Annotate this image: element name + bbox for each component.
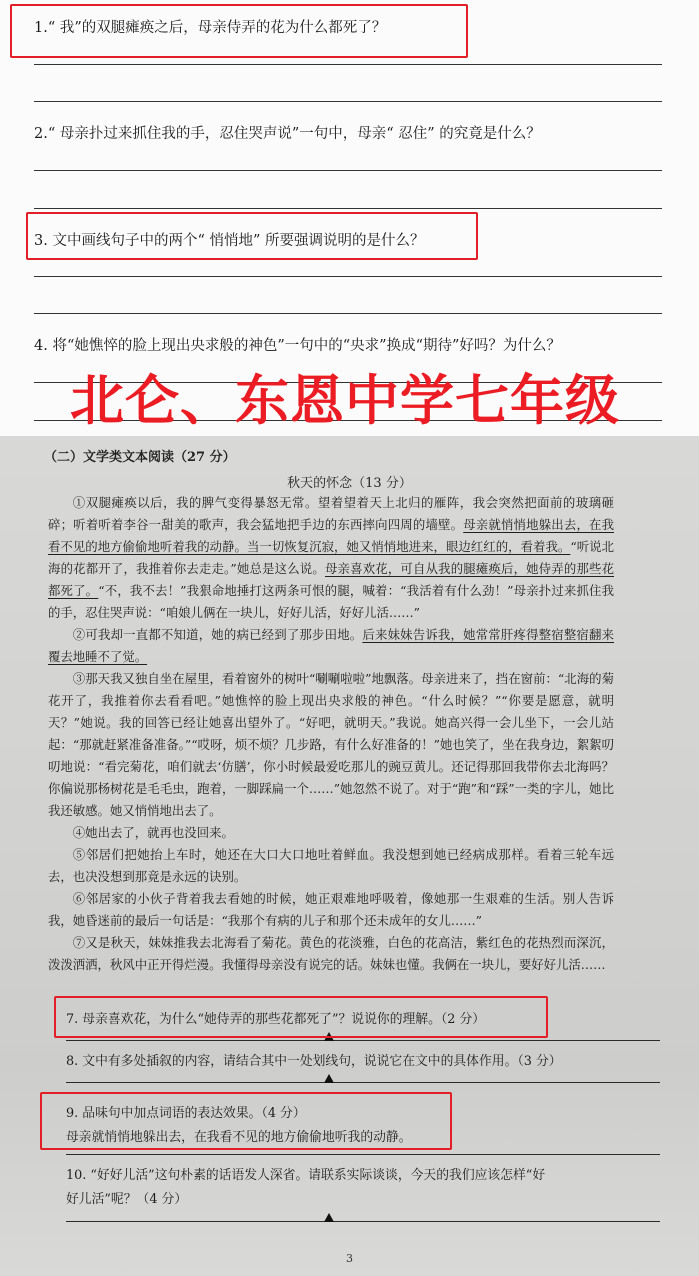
- question-10-line-1: 10. “好好儿活”这句朴素的话语发人深省。请联系实际谈谈，今天的我们应该怎样“好: [66, 1168, 546, 1183]
- answer-line: [66, 1082, 660, 1083]
- section-title: （二）文学类文本阅读（27 分）: [44, 450, 236, 465]
- question-8: 8. 文中有多处插叙的内容，请结合其中一处划线句，说说它在文中的具体作用。（3 分）: [66, 1054, 562, 1069]
- question-9: 9. 品味句中加点词语的表达效果。（4 分）: [66, 1106, 306, 1121]
- paragraph-1: ①双腿瘫痪以后，我的脾气变得暴怒无常。望着望着天上北归的雁阵，我会突然把面前的玻璃砸碎；听着听着李谷一甜美的歌声，我会猛地把手边的东西摔向四周的墙壁。母亲就悄悄地躲出去，在我看不见的地方偷偷地听着我的动静。当一切恢复沉寂，她又悄悄地进来，眼边红红的，看着我。“听说北海的花都开了，我推着你去走走。”她总是这么说。母亲喜欢花，可自从我的腿瘫痪后，她侍弄的那些花都死了。“不，我不去！”我狠命地捶打这两条可恨的腿，喊着：“我活着有什么劲！”母亲扑过来抓住我的手，忍住哭声说：“咱娘儿俩在一块儿，好好儿活，好好儿活……”: [48, 495, 615, 620]
- highlight-box-q3: [26, 212, 478, 260]
- answer-line: [66, 1040, 660, 1041]
- question-7: 7. 母亲喜欢花，为什么“她侍弄的那些花都死了”？说说你的理解。（2 分）: [66, 1012, 486, 1027]
- question-2: 2.“ 母亲扑过来抓住我的手，忍住哭声说”一句中，母亲“ 忍住” 的究竟是什么？: [34, 126, 541, 142]
- paragraph-7: ⑦又是秋天，妹妹推我去北海看了菊花。黄色的花淡雅，白色的花高洁，紫红色的花热烈而深沉，泼泼洒洒，秋风中正开得烂漫。我懂得母亲没有说完的话。妹妹也懂。我俩在一块儿，要好好儿活……: [48, 935, 614, 972]
- highlight-box-q9: [40, 1092, 452, 1150]
- answer-line: [34, 170, 662, 171]
- answer-line: [34, 276, 662, 277]
- paragraph-5: ⑤邻居们把她抬上车时，她还在大口大口地吐着鲜血。我没想到她已经病成那样。看着三轮车远去，也决没想到那竟是永远的诀别。: [48, 847, 614, 884]
- triangle-mark: [324, 1213, 334, 1222]
- triangle-mark: [324, 1074, 334, 1083]
- essay-text: [48, 492, 614, 976]
- page-number: 3: [346, 1252, 353, 1265]
- question-4: 4. 将“她憔悴的脸上现出央求般的神色”一句中的“央求”换成“期待”好吗？为什么？: [34, 338, 561, 354]
- answer-line: [66, 1221, 660, 1222]
- question-9-sentence: 母亲就悄悄地躲出去，在我看不见的地方偷偷地听我的动静。: [66, 1130, 412, 1145]
- paragraph-2: ②可我却一直都不知道，她的病已经到了那步田地。后来妹妹告诉我，她常常肝疼得整宿整宿翻来覆去地睡不了觉。: [48, 627, 615, 664]
- underlined-sentence: 母亲就悄悄地躲出去，在我看不见的地方偷偷地听着我的动静。当一切恢复沉寂，她又悄悄地进来，眼边红红的，看着我。: [48, 517, 615, 554]
- essay-title: 秋天的怀念（13 分）: [287, 476, 412, 491]
- scanned-exam-page: [0, 436, 699, 1276]
- question-3: 3. 文中画线句子中的两个“ 悄悄地” 所要强调说明的是什么？: [34, 233, 425, 249]
- underlined-sentence: 母亲喜欢花，可自从我的腿瘫痪后，她侍弄的那些花都死了。: [48, 561, 615, 598]
- question-sheet-top: [0, 0, 699, 436]
- question-1: 1.“ 我”的双腿瘫痪之后，母亲侍弄的花为什么都死了？: [34, 20, 387, 36]
- answer-line: [34, 313, 662, 314]
- highlight-box-q7: [54, 996, 548, 1038]
- highlight-box-q1: [10, 4, 468, 58]
- paragraph-6: ⑥邻居家的小伙子背着我去看她的时候，她正艰难地呼吸着，像她那一生艰难的生活。别人告诉我，她昏迷前的最后一句话是：“我那个有病的儿子和那个还未成年的女儿……”: [48, 891, 614, 928]
- answer-line: [66, 1154, 660, 1155]
- answer-line: [34, 64, 662, 65]
- underlined-sentence: 后来妹妹告诉我，她常常肝疼得整宿整宿翻来覆去地睡不了觉。: [48, 627, 615, 664]
- school-banner: 北仑、东恩中学七年级: [70, 369, 620, 432]
- paragraph-4: ④她出去了，就再也没回来。: [72, 825, 234, 840]
- answer-line: [34, 208, 662, 209]
- question-10-line-2: 好儿活”呢？（4 分）: [66, 1192, 188, 1207]
- answer-line: [34, 101, 662, 102]
- paragraph-3: ③那天我又独自坐在屋里，看着窗外的树叶“唰唰啦啦”地飘落。母亲进来了，挡在窗前：“北海的菊花开了，我推着你去看看吧。”她憔悴的脸上现出央求般的神色。“什么时候？”“你要是愿意，就明天？”她说。我的回答已经让她喜出望外了。“好吧，就明天。”我说。她高兴得一会儿坐下，一会儿站起：“那就赶紧准备准备。”“哎呀，烦不烦？几步路，有什么好准备的！”她也笑了，坐在我身边，絮絮叨叨地说：“看完菊花，咱们就去‘仿膳’，你小时候最爱吃那儿的豌豆黄儿。还记得那回我带你去北海吗？你偏说那杨树花是毛毛虫，跑着，一脚踩扁一个……”她忽然不说了。对于“跑”和“踩”一类的字儿，她比我还敏感。她又悄悄地出去了。: [48, 671, 614, 818]
